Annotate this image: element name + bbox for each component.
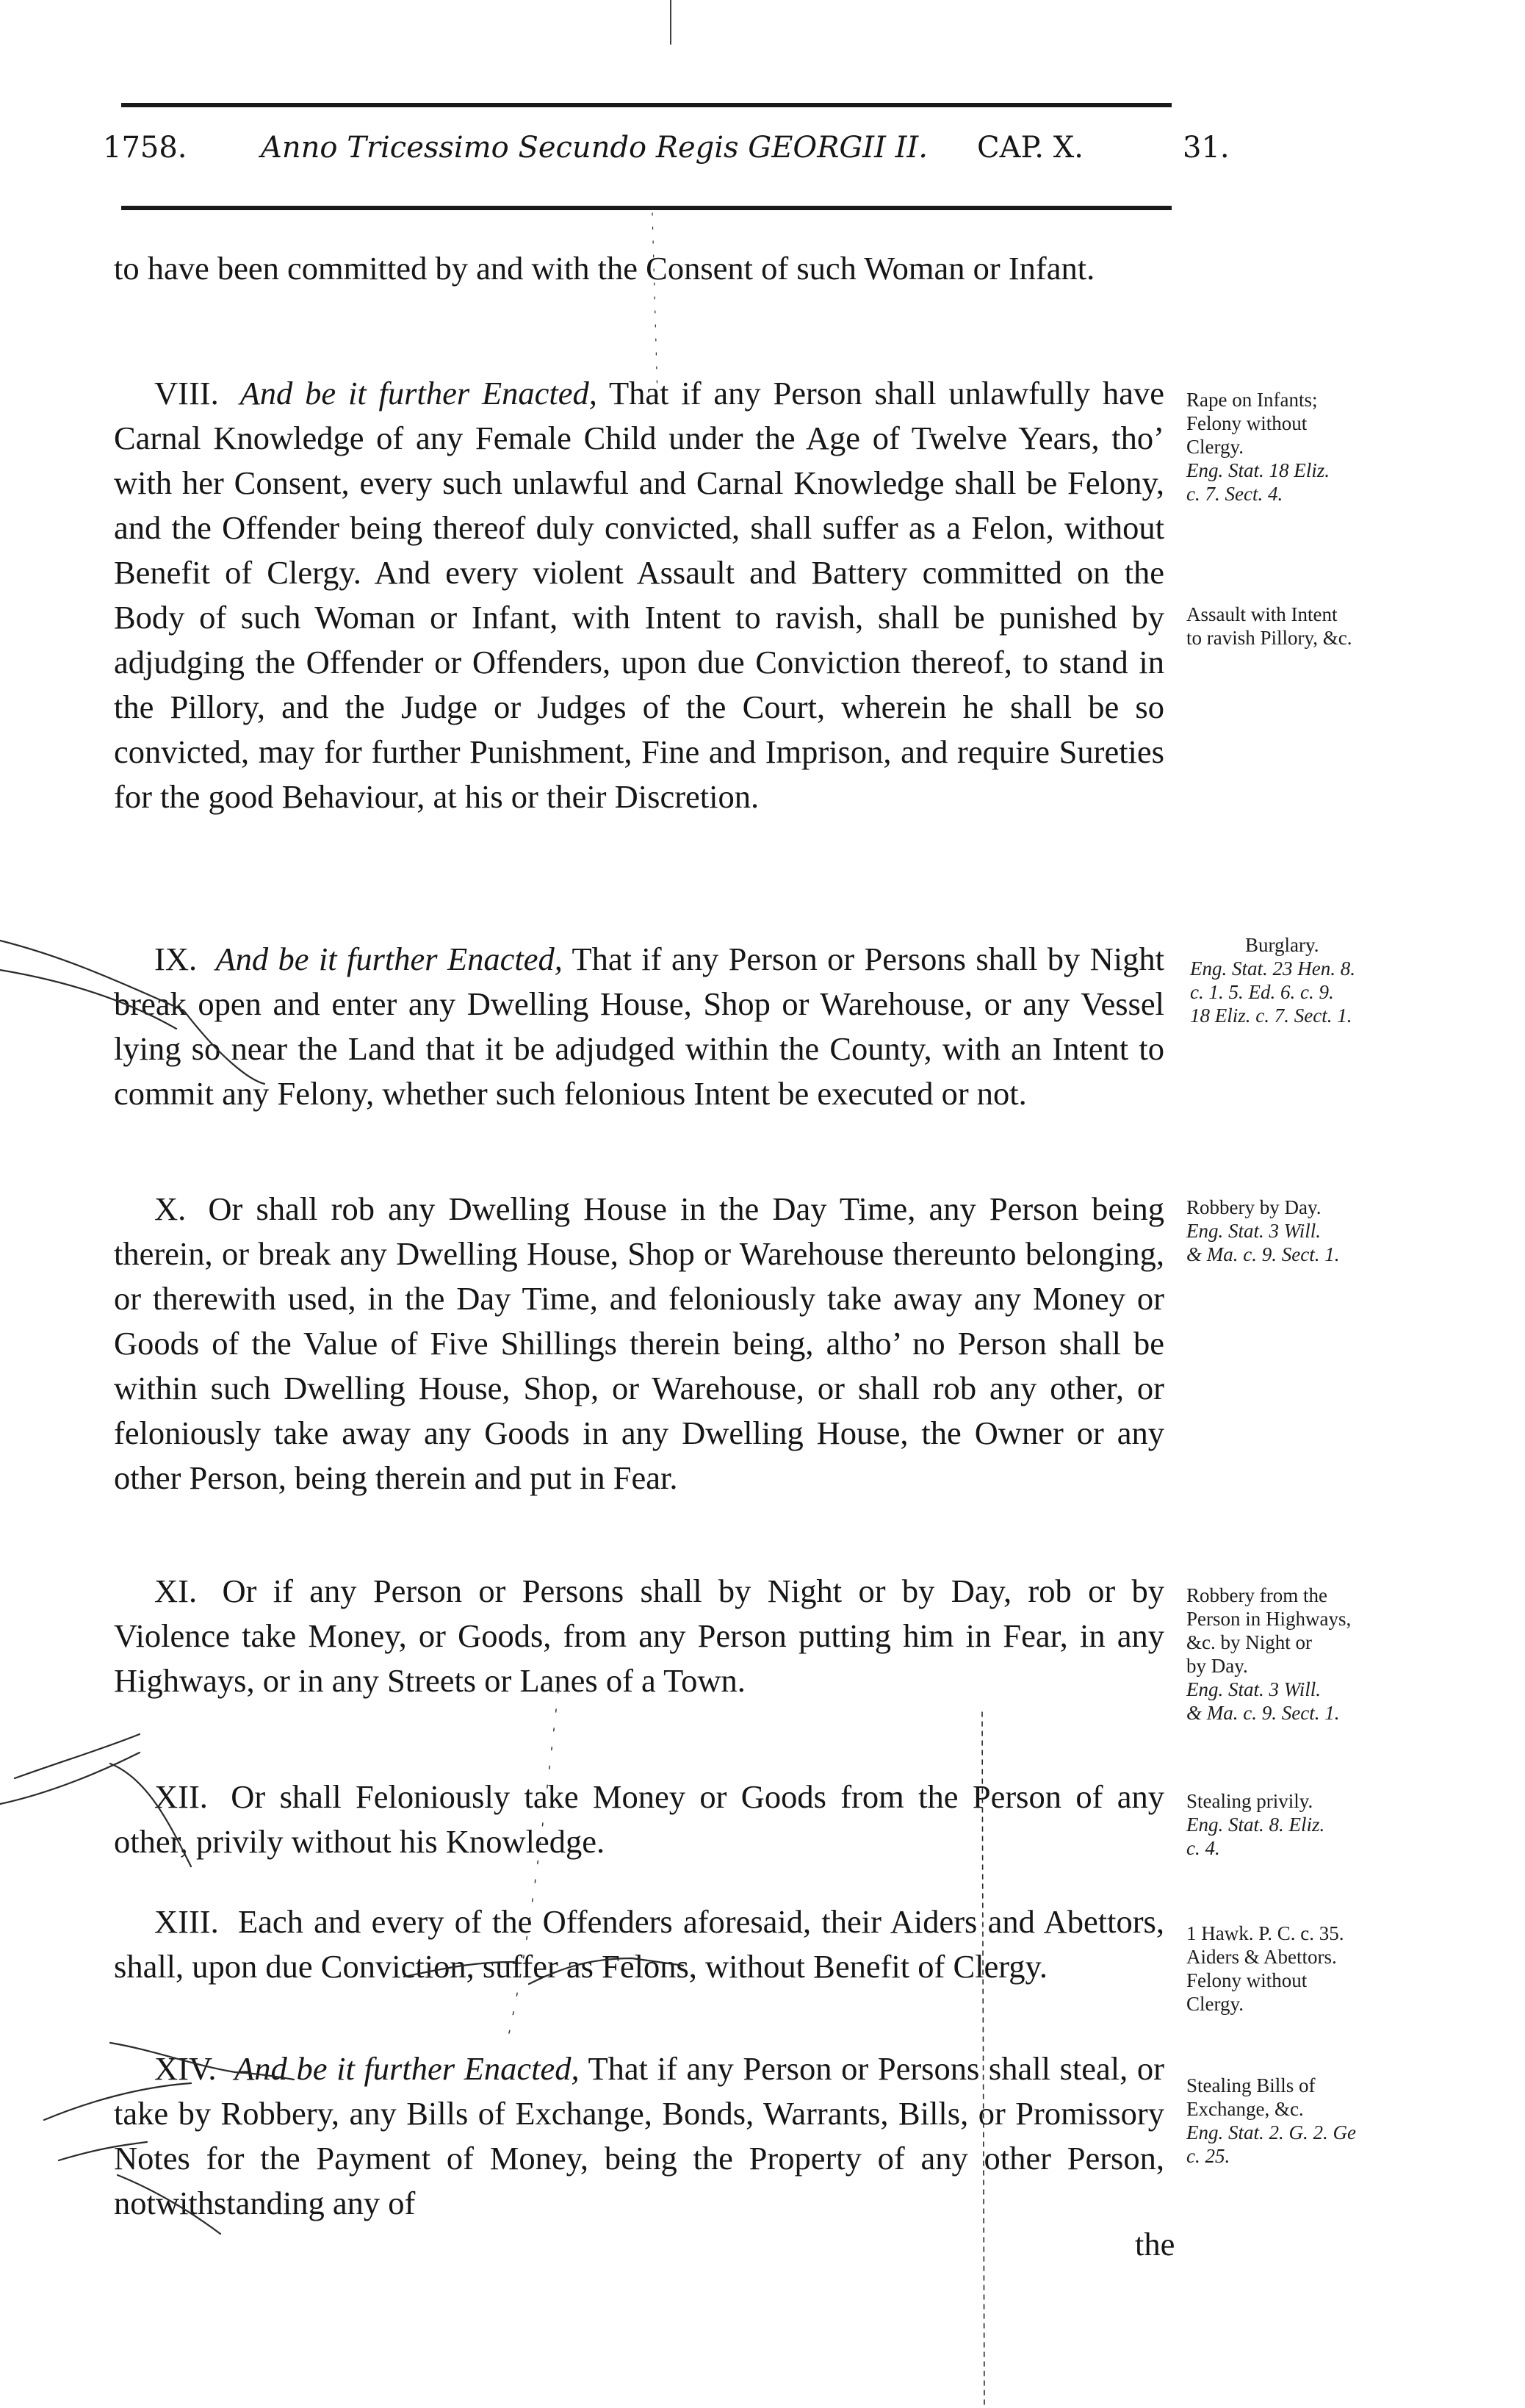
note-line: 1 Hawk. P. C. c. 35. <box>1186 1922 1344 1944</box>
section-text: That if any Person shall unlawfully have Carnal Knowledge of any Female Child under the Age of Twelve Years, tho’ with her Consent, every such unlawful and Carnal Knowledge shall be Felony, and the Offender being thereof duly convicted, shall suffer as a Felon, without Benefit of Clergy. And every violent Assault and Battery committed on the Body of such Woman or Infant, with Intent to ravish, shall be punished by adjudging the Offender or Offenders, upon due Conviction thereof, to stand in the Pillory, and the Judge or Judges of the Court, wherein he shall be so convicted, may for further Punishment, Fine and Imprison, and require Sureties for the good Behaviour, at his or their Discretion. <box>114 375 1165 815</box>
section-number: XIV. <box>154 2050 217 2087</box>
note-citation: 18 Eliz. c. 7. Sect. 1. <box>1190 1004 1352 1027</box>
section-text: Each and every of the Offenders aforesaid, their Aiders and Abettors, shall, upon due Conviction, suffer as Felons, without Benefit of Clergy. <box>114 1903 1165 1985</box>
note-line: Exchange, &c. <box>1186 2098 1304 2120</box>
note-citation: c. 7. Sect. 4. <box>1186 483 1283 505</box>
note-line: Burglary. <box>1245 934 1319 956</box>
note-line: Felony without <box>1186 412 1308 434</box>
paragraph-text: to have been committed by and with the Consent of such Woman or Infant. <box>114 250 1095 287</box>
note-line: Felony without <box>1186 1969 1308 1991</box>
enacting-clause: And be it further Enacted, <box>215 941 563 977</box>
enacting-clause: And be it further Enacted, <box>234 2050 580 2087</box>
section-number: IX. <box>154 941 198 977</box>
note-citation: Eng. Stat. 23 Hen. 8. <box>1190 957 1355 980</box>
note-line: &c. by Night or <box>1186 1631 1312 1653</box>
note-citation: & Ma. c. 9. Sect. 1. <box>1186 1243 1340 1265</box>
note-line: Person in Highways, <box>1186 1608 1352 1630</box>
note-citation: Eng. Stat. 3 Will. <box>1186 1220 1322 1242</box>
note-line: Aiders & Abettors. <box>1186 1946 1337 1968</box>
note-line: by Day. <box>1186 1655 1248 1677</box>
enacting-clause: And be it further Enacted, <box>239 375 597 411</box>
note-line: Rape on Infants; <box>1186 389 1318 411</box>
chapter-label: CAP. X. <box>977 131 1084 165</box>
note-line: Robbery by Day. <box>1186 1196 1322 1218</box>
note-citation: c. 25. <box>1186 2145 1230 2167</box>
note-citation: Eng. Stat. 2. G. 2. Ge <box>1186 2121 1356 2143</box>
note-line: to ravish Pillory, &c. <box>1186 627 1352 649</box>
section-number: XII. <box>154 1778 208 1815</box>
section-text: That if any Person or Persons shall steal, or take by Robbery, any Bills of Exchange, Bonds, Warrants, Bills, or Promissory Notes for the Payment of Money, being the Property of any other Person, notwithstanding any of <box>114 2050 1164 2221</box>
year: 1758. <box>103 131 187 165</box>
section-number: X. <box>154 1190 187 1227</box>
note-line: Assault with Intent <box>1186 603 1338 625</box>
section-text: Or shall rob any Dwelling House in the Day Time, any Person being therein, or break any Dwelling House, Shop or Warehouse thereunto belonging, or therewith used, in the Day Time, and feloniously take away any Money or Goods of the Value of Five Shillings therein being, altho’ no Person shall be within such Dwelling House, Shop, or Warehouse, or shall rob any other, or feloniously take away any Goods in any Dwelling House, the Owner or any other Person, being therein and put in Fear. <box>114 1190 1164 1496</box>
page-number: 31. <box>1183 131 1230 165</box>
section-text: That if any Person or Persons shall by Night break open and enter any Dwelling House, Shop or Warehouse, or any Vessel lying so near the Land that it be adjudged within the County, with an Intent to commit any Felony, whether such felonious Intent be executed or not. <box>114 941 1164 1112</box>
note-line: Robbery from the <box>1186 1584 1327 1606</box>
section-number: VIII. <box>154 375 219 411</box>
note-citation: Eng. Stat. 8. Eliz. <box>1186 1814 1325 1836</box>
note-citation: c. 1. 5. Ed. 6. c. 9. <box>1190 981 1334 1003</box>
note-citation: c. 4. <box>1186 1837 1220 1859</box>
section-number: XIII. <box>154 1903 219 1940</box>
catchword: the <box>1135 2226 1175 2263</box>
section-text: Or if any Person or Persons shall by Night or by Day, rob or by Violence take Money, or Goods, from any Person putting him in Fear, in any Highways, or in any Streets or Lanes of a Town. <box>114 1573 1164 1699</box>
note-line: Stealing privily. <box>1186 1790 1313 1812</box>
note-citation: Eng. Stat. 18 Eliz. <box>1186 459 1330 481</box>
section-text: Or shall Feloniously take Money or Goods from the Person of any other, privily without his Knowledge. <box>114 1778 1165 1860</box>
note-line: Clergy. <box>1186 1993 1244 2015</box>
running-title: Anno Tricessimo Secundo Regis GEORGII II. <box>261 131 928 165</box>
note-citation: & Ma. c. 9. Sect. 1. <box>1186 1702 1340 1724</box>
note-line: Clergy. <box>1186 436 1244 458</box>
section-number: XI. <box>154 1573 198 1609</box>
note-citation: Eng. Stat. 3 Will. <box>1186 1678 1322 1700</box>
note-line: Stealing Bills of <box>1186 2074 1316 2096</box>
